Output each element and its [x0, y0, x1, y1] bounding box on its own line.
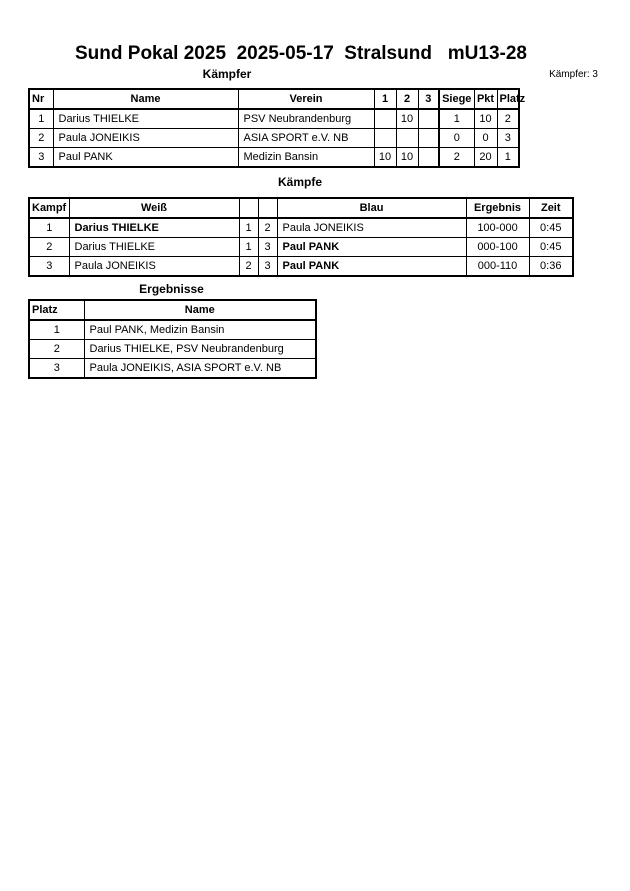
cell-weiss-name: Paula JONEIKIS: [69, 257, 239, 277]
cell-siege: 0: [439, 129, 474, 148]
table-row: [29, 359, 316, 379]
column-header-nr: Nr: [29, 89, 53, 109]
column-header-blau: Blau: [277, 198, 466, 218]
cell-round-2: [396, 129, 418, 148]
cell-name-verein: Paula JONEIKIS, ASIA SPORT e.V. NB: [84, 359, 316, 379]
cell-round-2: 10: [396, 148, 418, 168]
cell-name: Paula JONEIKIS: [53, 129, 238, 148]
cell-ergebnis: 000-110: [466, 257, 529, 277]
cell-ergebnis: 000-100: [466, 238, 529, 257]
cell-platz: 2: [497, 109, 519, 129]
table-row: [29, 148, 519, 168]
cell-siege: 1: [439, 109, 474, 129]
cell-platz: 1: [29, 320, 84, 340]
cell-pkt: 10: [474, 109, 497, 129]
column-header-ergebnis: Ergebnis: [466, 198, 529, 218]
section-title-ergebnisse: Ergebnisse: [139, 282, 204, 296]
cell-round-3: [418, 109, 439, 129]
cell-weiss-nr: 2: [239, 257, 258, 277]
cell-verein: PSV Neubrandenburg: [238, 109, 374, 129]
column-header-round-3: 3: [418, 89, 439, 109]
column-header-platz: Platz: [497, 89, 519, 109]
column-header-kampf: Kampf: [29, 198, 69, 218]
column-header-name: Name: [84, 300, 316, 320]
section-title-kaempfer: Kämpfer: [202, 67, 252, 81]
cell-round-2: 10: [396, 109, 418, 129]
table-row: [29, 109, 519, 129]
cell-platz: 3: [29, 359, 84, 379]
cell-nr: 2: [29, 129, 53, 148]
cell-kampf-nr: 1: [29, 218, 69, 238]
column-header-zeit: Zeit: [529, 198, 573, 218]
cell-nr: 3: [29, 148, 53, 168]
cell-verein: Medizin Bansin: [238, 148, 374, 168]
table-row: [29, 129, 519, 148]
cell-blau-nr: 2: [258, 218, 277, 238]
cell-name: Paul PANK: [53, 148, 238, 168]
table-header-row: [29, 198, 573, 218]
cell-blau-name: Paul PANK: [277, 257, 466, 277]
cell-weiss-name: Darius THIELKE: [69, 238, 239, 257]
ergebnisse-table: [28, 299, 317, 379]
cell-platz: 1: [497, 148, 519, 168]
cell-round-1: 10: [374, 148, 396, 168]
column-header-siege: Siege: [439, 89, 474, 109]
cell-platz: 2: [29, 340, 84, 359]
cell-zeit: 0:45: [529, 238, 573, 257]
fighter-count-label: Kämpfer: 3: [549, 69, 598, 80]
table-row: [29, 238, 573, 257]
column-header-verein: Verein: [238, 89, 374, 109]
column-header-blau-nr: [258, 198, 277, 218]
column-header-round-2: 2: [396, 89, 418, 109]
column-header-pkt: Pkt: [474, 89, 497, 109]
cell-blau-name: Paula JONEIKIS: [277, 218, 466, 238]
column-header-weiss-nr: [239, 198, 258, 218]
cell-siege: 2: [439, 148, 474, 168]
table-row: [29, 218, 573, 238]
section-title-kaempfe: Kämpfe: [277, 175, 322, 189]
cell-zeit: 0:36: [529, 257, 573, 277]
cell-kampf-nr: 2: [29, 238, 69, 257]
cell-round-3: [418, 148, 439, 168]
cell-name-verein: Paul PANK, Medizin Bansin: [84, 320, 316, 340]
table-header-row: [29, 89, 519, 109]
cell-round-3: [418, 129, 439, 148]
cell-round-1: [374, 109, 396, 129]
table-header-row: [29, 300, 316, 320]
cell-name-verein: Darius THIELKE, PSV Neubrandenburg: [84, 340, 316, 359]
column-header-platz: Platz: [29, 300, 84, 320]
cell-weiss-nr: 1: [239, 238, 258, 257]
table-row: [29, 257, 573, 277]
table-row: [29, 340, 316, 359]
kaempfer-table: [28, 88, 526, 168]
cell-weiss-nr: 1: [239, 218, 258, 238]
cell-pkt: 20: [474, 148, 497, 168]
cell-name: Darius THIELKE: [53, 109, 238, 129]
column-header-round-1: 1: [374, 89, 396, 109]
cell-zeit: 0:45: [529, 218, 573, 238]
cell-ergebnis: 100-000: [466, 218, 529, 238]
cell-round-1: [374, 129, 396, 148]
cell-weiss-name: Darius THIELKE: [69, 218, 239, 238]
column-header-name: Name: [53, 89, 238, 109]
kaempfe-table: [28, 197, 574, 277]
cell-blau-nr: 3: [258, 238, 277, 257]
column-header-weiss: Weiß: [69, 198, 239, 218]
cell-platz: 3: [497, 129, 519, 148]
cell-blau-nr: 3: [258, 257, 277, 277]
cell-kampf-nr: 3: [29, 257, 69, 277]
cell-nr: 1: [29, 109, 53, 129]
cell-verein: ASIA SPORT e.V. NB: [238, 129, 374, 148]
cell-blau-name: Paul PANK: [277, 238, 466, 257]
table-row: [29, 320, 316, 340]
cell-pkt: 0: [474, 129, 497, 148]
page-title: Sund Pokal 2025 2025-05-17 Stralsund mU13-28: [75, 43, 527, 64]
